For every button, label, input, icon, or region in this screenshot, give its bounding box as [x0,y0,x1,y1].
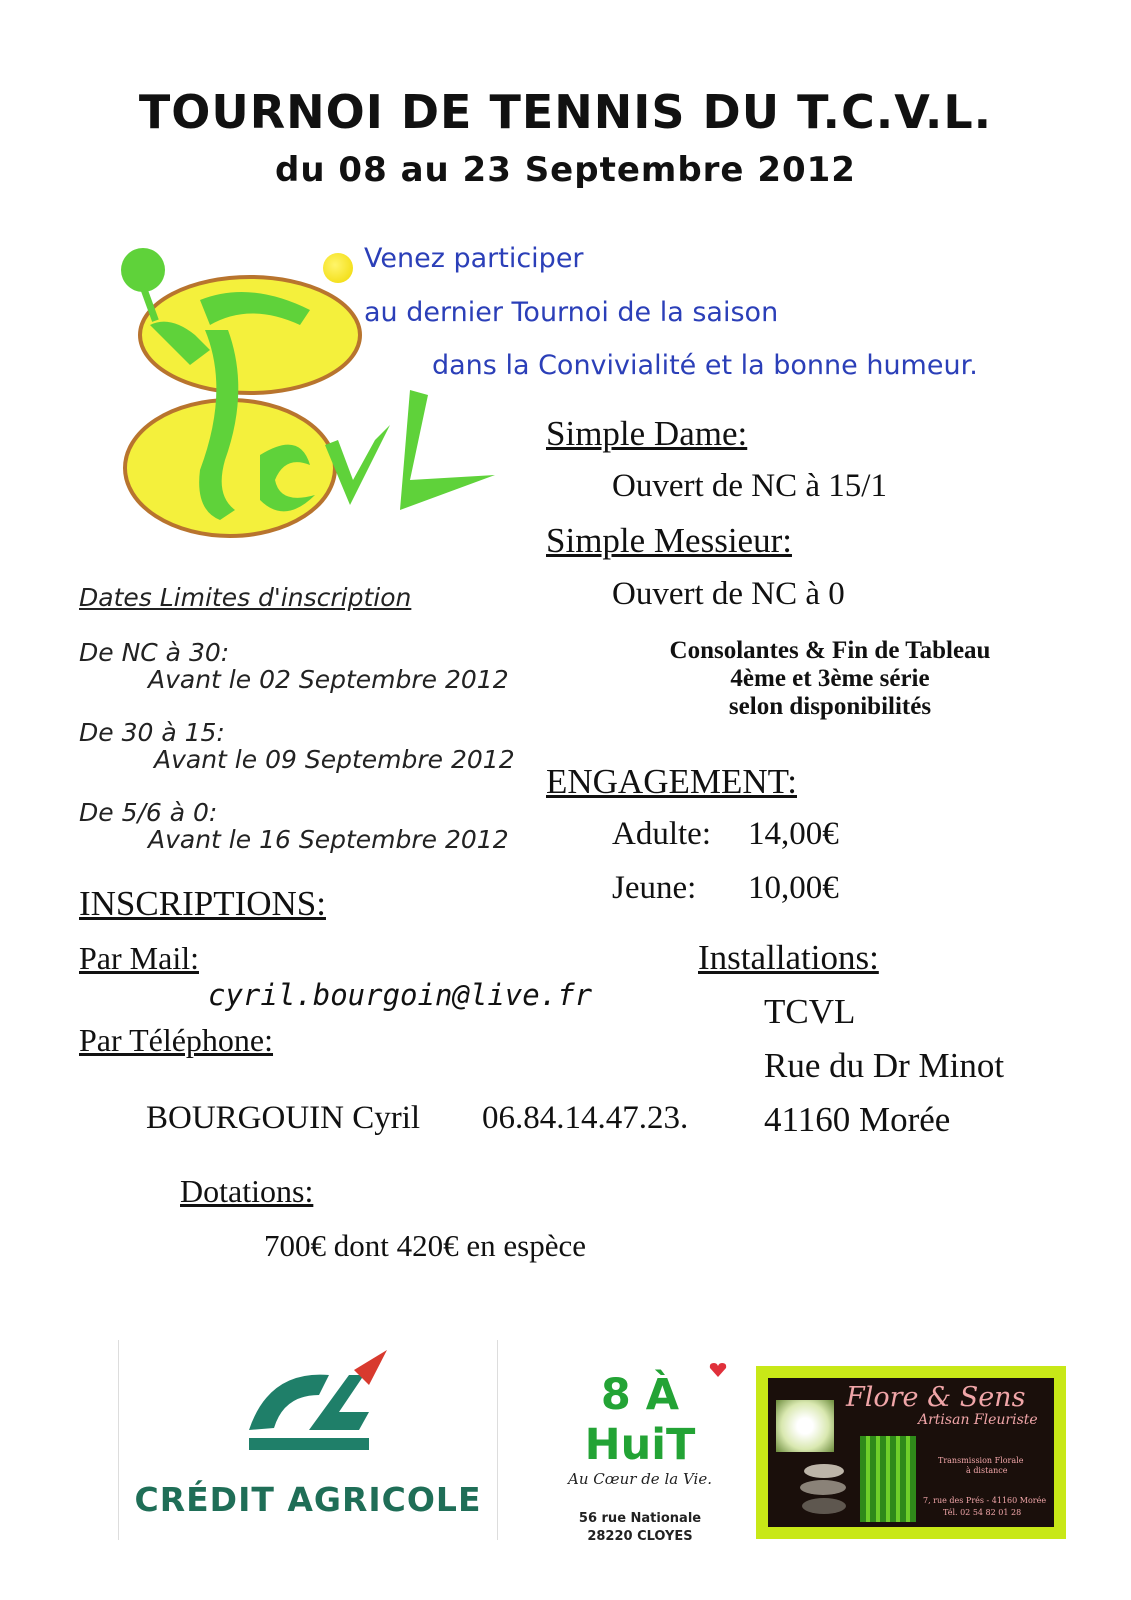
huit-address-1: 56 rue Nationale [578,1511,702,1526]
simple-messieur-heading: Simple Messieur: [546,521,792,560]
inscriptions-heading: INSCRIPTIONS: [79,884,326,923]
page-title: TOURNOI DE TENNIS DU T.C.V.L. [138,85,993,139]
flore-sens-panel [768,1378,1054,1527]
flore-phone: Tél. 02 54 82 01 28 [943,1508,1022,1517]
dates-heading: Dates Limites d'inscription [79,583,412,612]
adulte-price: 14,00€ [748,816,839,852]
dates-range: De NC à 30: [79,638,230,667]
flore-sens-name: Flore & Sens [846,1382,1026,1413]
flore-sens-sponsor [756,1366,1066,1539]
credit-agricole-name: CRÉDIT AGRICOLE [134,1480,482,1519]
contact-email-link[interactable]: cyril.bourgoin@live.fr [208,978,593,1012]
tennis-ball-icon [323,253,353,283]
dates-range: De 5/6 à 0: [79,798,218,827]
flore-service-2: à distance [966,1466,1008,1475]
tcvl-logo [110,240,510,550]
invite-line-1: Venez participer [364,243,584,274]
jeune-price: 10,00€ [748,870,839,906]
consolantes-line-1: Consolantes & Fin de Tableau [669,637,991,664]
dates-deadline: Avant le 16 Septembre 2012 [148,825,509,854]
installations-line-1: TCVL [764,992,856,1031]
contact-name: BOURGOUIN Cyril [146,1100,421,1136]
invite-line-2: au dernier Tournoi de la saison [364,297,779,328]
consolantes-line-3: selon disponibilités [728,693,932,720]
huit-logo: 8 À HuiT [584,1370,696,1470]
flore-address: 7, rue des Prés - 41160 Morée [923,1496,1047,1505]
consolantes-block [640,637,1020,721]
phone-label: Par Téléphone: [79,1022,274,1058]
grass-photo [860,1436,916,1522]
adulte-label: Adulte: [612,816,711,852]
stones-photo [796,1460,856,1520]
jeune-label: Jeune: [612,870,697,906]
racket-head [121,248,165,292]
huit-address-2: 28220 CLOYES [587,1529,693,1544]
simple-dame-heading: Simple Dame: [546,414,748,453]
dotations-heading: Dotations: [180,1173,314,1209]
installations-line-3: 41160 Morée [764,1100,951,1139]
huit-sponsor [540,1370,740,1544]
installations-line-2: Rue du Dr Minot [764,1046,1005,1085]
huit-slogan: Au Cœur de la Vie. [568,1470,712,1488]
flore-sens-subtitle: Artisan Fleuriste [918,1412,1038,1428]
dates-range: De 30 à 15: [79,718,225,747]
dotations-text: 700€ dont 420€ en espèce [264,1228,586,1263]
simple-messieur-text: Ouvert de NC à 0 [612,576,845,612]
dates-deadline: Avant le 09 Septembre 2012 [154,745,515,774]
credit-agricole-logo-icon [229,1350,399,1470]
invite-line-3: dans la Convivialité et la bonne humeur. [432,350,978,381]
simple-dame-text: Ouvert de NC à 15/1 [612,468,887,504]
flower-photo [776,1400,834,1452]
consolantes-line-2: 4ème et 3ème série [730,665,930,692]
contact-phone: 06.84.14.47.23. [482,1100,689,1136]
flore-service-1: Transmission Florale [938,1456,1024,1465]
engagement-heading: ENGAGEMENT: [546,762,797,801]
mail-label: Par Mail: [79,940,199,976]
installations-heading: Installations: [698,938,879,977]
event-dates: du 08 au 23 Septembre 2012 [275,150,856,190]
credit-agricole-sponsor [118,1340,498,1540]
dates-deadline: Avant le 02 Septembre 2012 [148,665,509,694]
heart-icon [709,1362,727,1378]
